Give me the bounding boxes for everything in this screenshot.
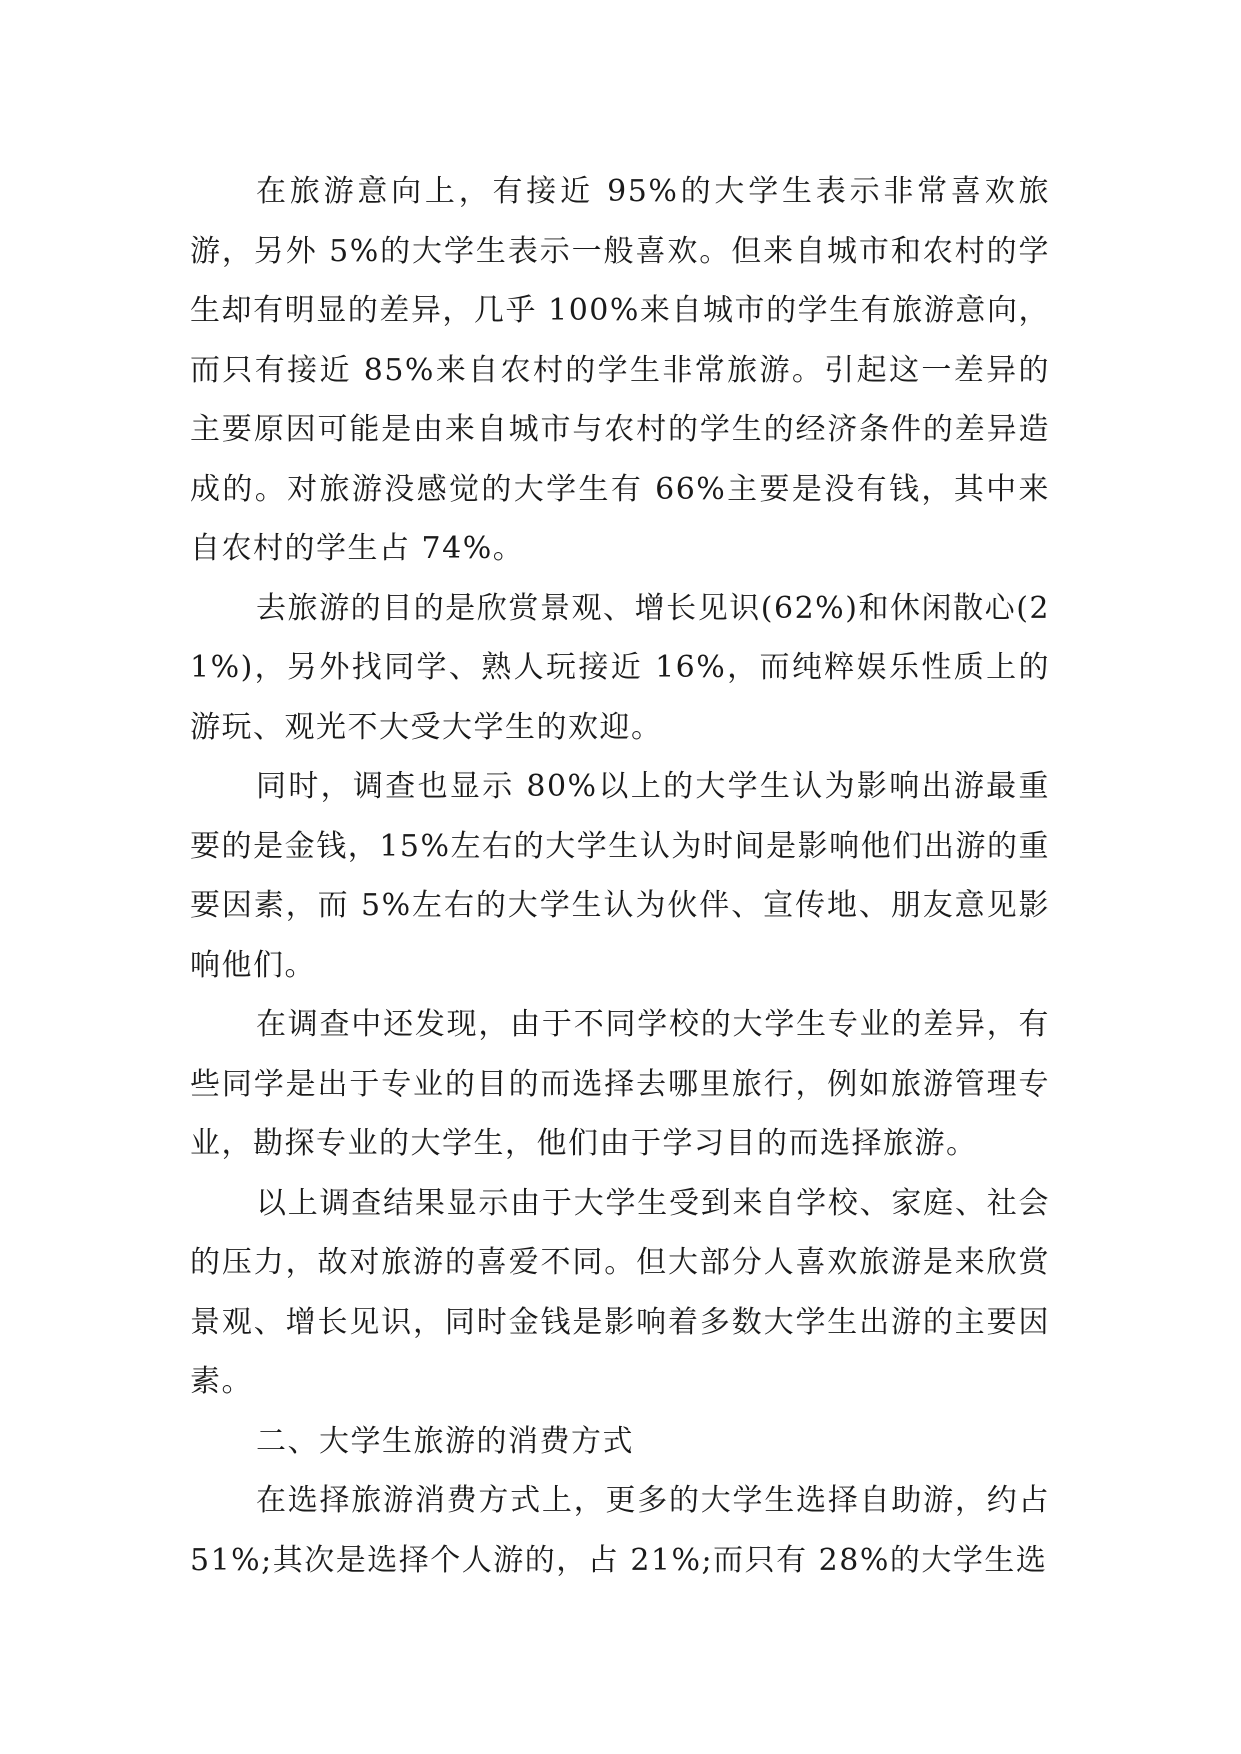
document-body: [190, 162, 1050, 1590]
paragraph-consumption-method: 在选择旅游消费方式上，更多的大学生选择自助游，约占 51%;其次是选择个人游的，占 21%;而只有 28%的大学生选: [190, 1483, 1050, 1578]
paragraph-influencing-factors: 同时，调查也显示 80%以上的大学生认为影响出游最重要的是金钱，15%左右的大学生认为时间是影响他们出游的重要因素，而 5%左右的大学生认为伙伴、宣传地、朋友意见影响他们。: [190, 769, 1050, 983]
paragraph-travel-purpose: 去旅游的目的是欣赏景观、增长见识(62%)和休闲散心(21%)，另外找同学、熟人玩接近 16%，而纯粹娱乐性质上的游玩、观光不大受大学生的欢迎。: [190, 590, 1050, 745]
section-heading-consumption: 二、大学生旅游的消费方式: [256, 1423, 634, 1459]
paragraph-travel-intention: 在旅游意向上，有接近 95%的大学生表示非常喜欢旅游，另外 5%的大学生表示一般喜欢。但来自城市和农村的学生却有明显的差异，几乎 100%来自城市的学生有旅游意向，而只有接近 85%来自农村的学生非常旅游。引起这一差异的主要原因可能是由来自城市与农村的学生的经济条件的差异造成的。对旅游没感觉的大学生有 66%主要是没有钱，其中来自农村的学生占 74%。: [190, 174, 1050, 566]
paragraph-major-differences: 在调查中还发现，由于不同学校的大学生专业的差异，有些同学是出于专业的目的而选择去哪里旅行，例如旅游管理专业，勘探专业的大学生，他们由于学习目的而选择旅游。: [190, 1007, 1050, 1161]
paragraph-survey-conclusion: 以上调查结果显示由于大学生受到来自学校、家庭、社会的压力，故对旅游的喜爱不同。但大部分人喜欢旅游是来欣赏景观、增长见识，同时金钱是影响着多数大学生出游的主要因素。: [190, 1185, 1050, 1399]
